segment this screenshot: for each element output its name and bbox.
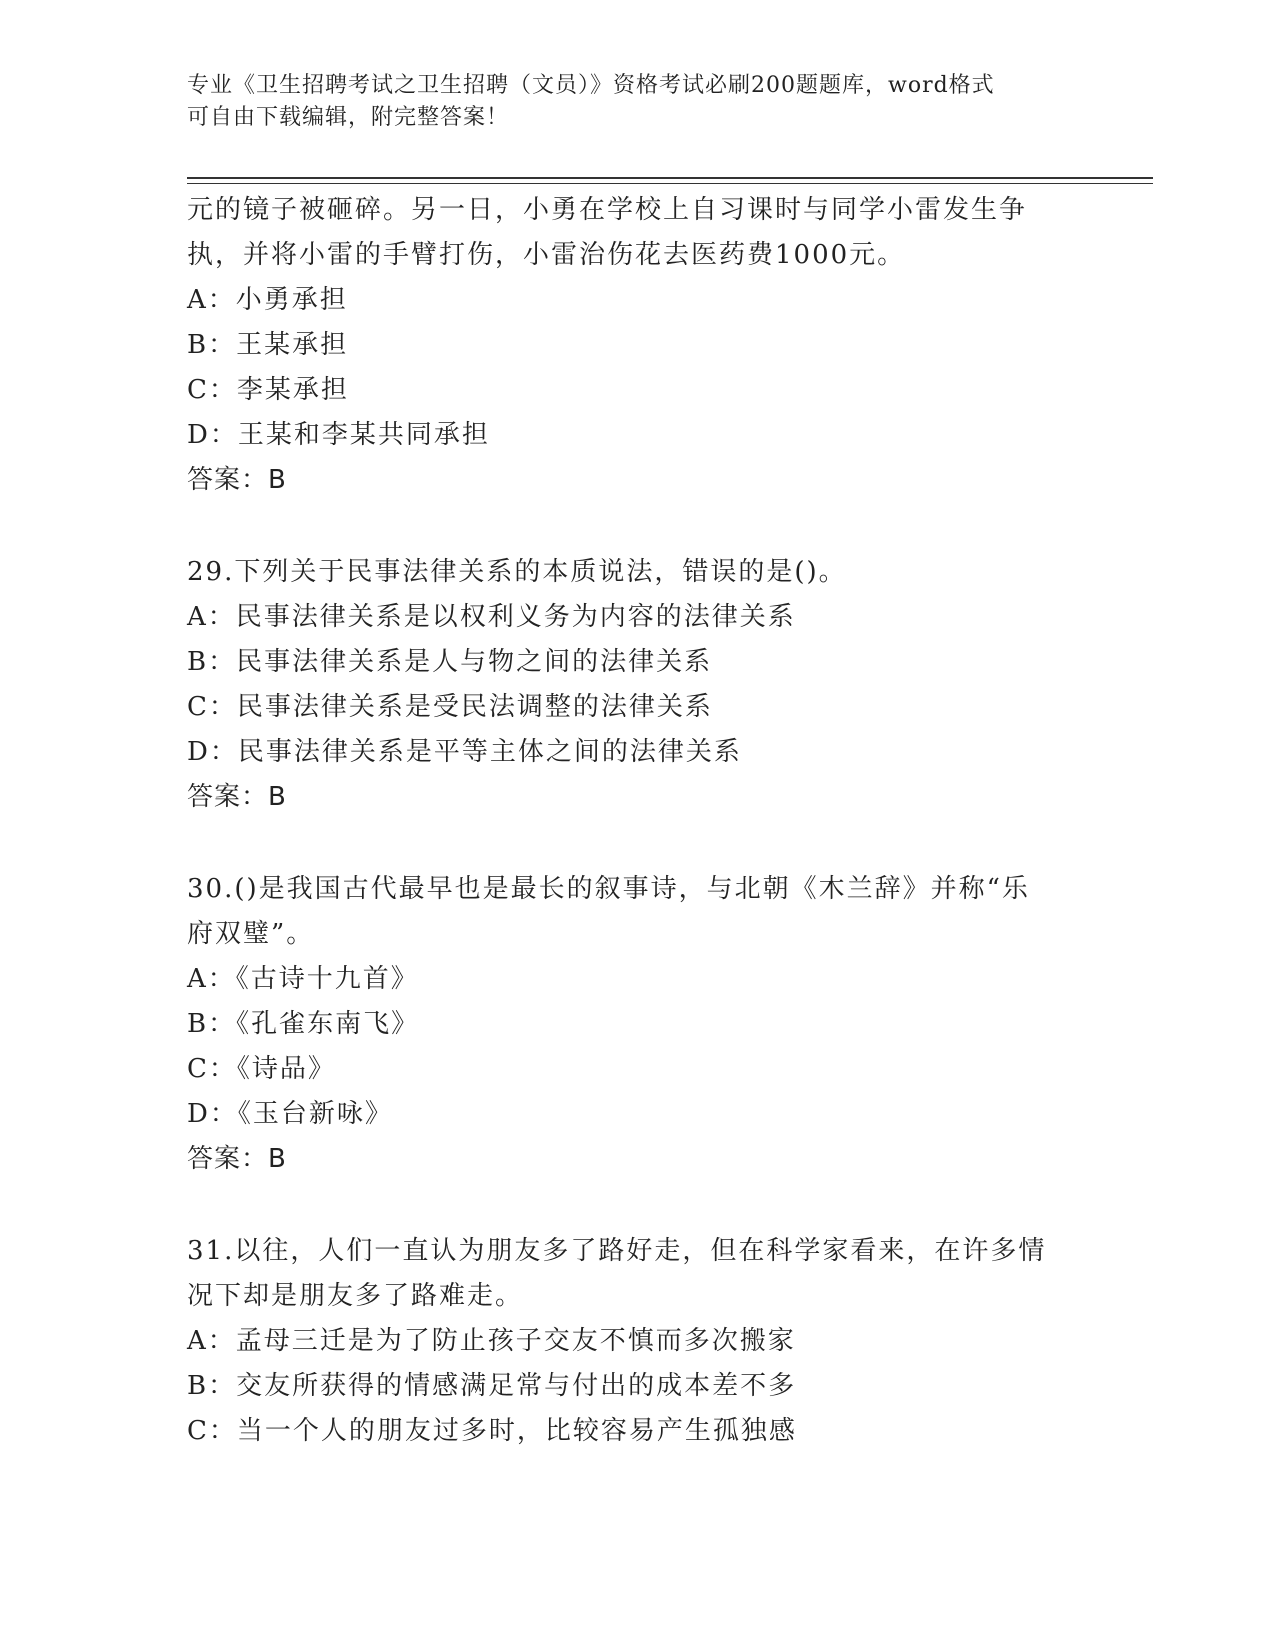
option-c: C：当一个人的朋友过多时，比较容易产生孤独感 bbox=[187, 1416, 797, 1446]
answer-line: 答案：B bbox=[187, 465, 287, 495]
option-a: A：孟母三迁是为了防止孩子交友不慎而多次搬家 bbox=[187, 1326, 796, 1356]
question-text-line: 31.以往，人们一直认为朋友多了路好走，但在科学家看来，在许多情 bbox=[187, 1236, 1047, 1266]
document-header bbox=[187, 70, 1067, 134]
question-text-line: 元的镜子被砸碎。另一日，小勇在学校上自习课时与同学小雷发生争 bbox=[187, 195, 1028, 225]
question-block-30 bbox=[187, 867, 1087, 1182]
option-a: A：民事法律关系是以权利义务为内容的法律关系 bbox=[187, 602, 796, 632]
question-block-29 bbox=[187, 550, 1087, 820]
option-d: D：王某和李某共同承担 bbox=[187, 420, 490, 450]
option-b: B：民事法律关系是人与物之间的法律关系 bbox=[187, 647, 713, 677]
question-content bbox=[187, 188, 1087, 1454]
option-d: D：民事法律关系是平等主体之间的法律关系 bbox=[187, 737, 742, 767]
question-block-31 bbox=[187, 1229, 1087, 1454]
answer-line: 答案：B bbox=[187, 1144, 287, 1174]
answer-line: 答案：B bbox=[187, 782, 287, 812]
header-rule-thick bbox=[187, 177, 1153, 179]
header-line-2: 可自由下载编辑，附完整答案！ bbox=[187, 105, 510, 130]
header-line-1: 专业《卫生招聘考试之卫生招聘（文员）》资格考试必刷200题题库，word格式 bbox=[187, 73, 995, 98]
option-a: A：小勇承担 bbox=[187, 285, 348, 315]
question-block-previous bbox=[187, 188, 1087, 503]
header-rule-thin bbox=[187, 183, 1153, 184]
option-d: D：《玉台新咏》 bbox=[187, 1099, 393, 1129]
question-text-line: 执，并将小雷的手臂打伤，小雷治伤花去医药费1000元。 bbox=[187, 240, 906, 270]
question-text-line: 府双璧”。 bbox=[187, 919, 315, 949]
question-text-line: 29.下列关于民事法律关系的本质说法，错误的是()。 bbox=[187, 557, 847, 587]
option-b: B：《孔雀东南飞》 bbox=[187, 1009, 420, 1039]
option-a: A：《古诗十九首》 bbox=[187, 964, 419, 994]
option-c: C：李某承担 bbox=[187, 375, 349, 405]
question-text-line: 30.()是我国古代最早也是最长的叙事诗，与北朝《木兰辞》并称“乐 bbox=[187, 874, 1030, 904]
option-c: C：《诗品》 bbox=[187, 1054, 336, 1084]
option-b: B：交友所获得的情感满足常与付出的成本差不多 bbox=[187, 1371, 797, 1401]
question-text-line: 况下却是朋友多了路难走。 bbox=[187, 1281, 524, 1311]
option-b: B：王某承担 bbox=[187, 330, 349, 360]
spacer bbox=[187, 820, 1087, 867]
spacer bbox=[187, 1182, 1087, 1229]
option-c: C：民事法律关系是受民法调整的法律关系 bbox=[187, 692, 713, 722]
spacer bbox=[187, 503, 1087, 550]
